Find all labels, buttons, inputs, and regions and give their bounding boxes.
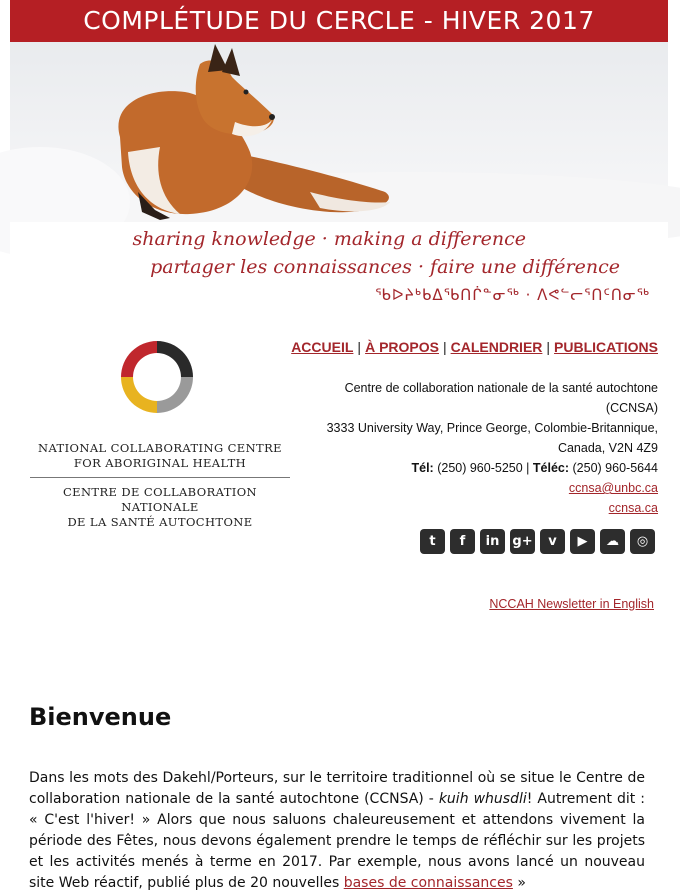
facebook-icon[interactable]: f bbox=[450, 529, 475, 554]
contact-info bbox=[288, 378, 658, 518]
banner-title: COMPLÉTUDE DU CERCLE - HIVER 2017 bbox=[83, 6, 595, 35]
logo-en-line1: NATIONAL COLLABORATING CENTRE bbox=[38, 441, 282, 455]
main-nav bbox=[291, 339, 658, 355]
address-line2: Canada, V2N 4Z9 bbox=[557, 441, 658, 455]
fax-label: Téléc: bbox=[532, 461, 570, 475]
logo-text-french bbox=[30, 485, 290, 530]
hero-image bbox=[10, 42, 668, 222]
nav-separator: | bbox=[546, 339, 551, 355]
soundcloud-icon[interactable]: ☁ bbox=[600, 529, 625, 554]
welcome-heading: Bienvenue bbox=[29, 703, 172, 731]
website-link[interactable]: ccnsa.ca bbox=[608, 501, 658, 515]
nav-accueil-link[interactable]: ACCUEIL bbox=[291, 339, 354, 355]
logo-swirl-icon bbox=[115, 335, 199, 419]
fax-number: (250) 960-5644 bbox=[572, 461, 658, 475]
org-acronym: (CCNSA) bbox=[605, 401, 658, 415]
twitter-icon[interactable]: t bbox=[420, 529, 445, 554]
googleplus-icon[interactable]: g+ bbox=[510, 529, 535, 554]
phone-line: Tél: (250) 960-5250 | Téléc: (250) 960-5644 bbox=[411, 461, 658, 475]
email-link[interactable]: ccnsa@unbc.ca bbox=[568, 481, 658, 495]
logo-en-line2: FOR ABORIGINAL HEALTH bbox=[73, 456, 247, 470]
nccah-logo bbox=[30, 335, 290, 535]
nav-separator: | bbox=[357, 339, 362, 355]
logo-divider bbox=[30, 477, 290, 478]
english-newsletter-link[interactable]: NCCAH Newsletter in English bbox=[489, 597, 654, 611]
tagline-area bbox=[10, 222, 668, 312]
newsletter-banner bbox=[10, 0, 668, 42]
logo-fr-line1: CENTRE DE COLLABORATION NATIONALE bbox=[62, 485, 258, 514]
nav-publications-link[interactable]: PUBLICATIONS bbox=[554, 339, 658, 355]
vimeo-icon[interactable]: v bbox=[540, 529, 565, 554]
welcome-italic-phrase: kuih whusdli bbox=[438, 791, 527, 807]
fox-in-snow-photo bbox=[10, 42, 668, 222]
social-icons bbox=[420, 529, 655, 554]
nav-separator: | bbox=[442, 339, 447, 355]
address-line1: 3333 University Way, Prince George, Colombie-Britannique, bbox=[326, 421, 658, 435]
org-name: Centre de collaboration nationale de la santé autochtone bbox=[344, 381, 658, 395]
instagram-icon[interactable]: ◎ bbox=[630, 529, 655, 554]
nav-calendrier-link[interactable]: CALENDRIER bbox=[450, 339, 543, 355]
linkedin-icon[interactable]: in bbox=[480, 529, 505, 554]
welcome-text-part3: » bbox=[512, 875, 526, 891]
tagline-english: sharing knowledge · making a difference bbox=[132, 228, 526, 250]
tagline-french: partager les connaissances · faire une différence bbox=[150, 256, 620, 278]
welcome-text-part1: Dans les mots des Dakehl/Porteurs, sur le territoire traditionnel où se situe le Centre de collaboration nationale de la santé autochtone (CCNSA) - bbox=[29, 770, 645, 807]
logo-text-english bbox=[30, 441, 290, 471]
tel-number: (250) 960-5250 bbox=[437, 461, 523, 475]
tel-label: Tél: bbox=[411, 461, 434, 475]
welcome-paragraph bbox=[29, 768, 645, 894]
tagline-inuktitut: ᖃᐅᔨᒃᑲᐃᖃᑎᒌᓐᓂᖅ · ᐱᕙᓪᓕᕐᑎᑦᑎᓂᖅ bbox=[375, 286, 650, 304]
knowledge-bases-link[interactable]: bases de connaissances bbox=[343, 875, 513, 891]
nav-apropos-link[interactable]: À PROPOS bbox=[365, 339, 439, 355]
youtube-icon[interactable]: ▶ bbox=[570, 529, 595, 554]
welcome-text-part2: ! Autrement dit : « C'est l'hiver! » Alors que nous saluons chaleureusement et attendons vivement la période des Fêtes, nous devons également prendre le temps de réfléchir sur les projets et les activités menés à terme en 2017. Par exemple, nous avons lancé un nouveau site Web réactif, publié plus de 20 nouvelles bbox=[29, 791, 645, 891]
logo-fr-line2: DE LA SANTÉ AUTOCHTONE bbox=[67, 515, 253, 529]
